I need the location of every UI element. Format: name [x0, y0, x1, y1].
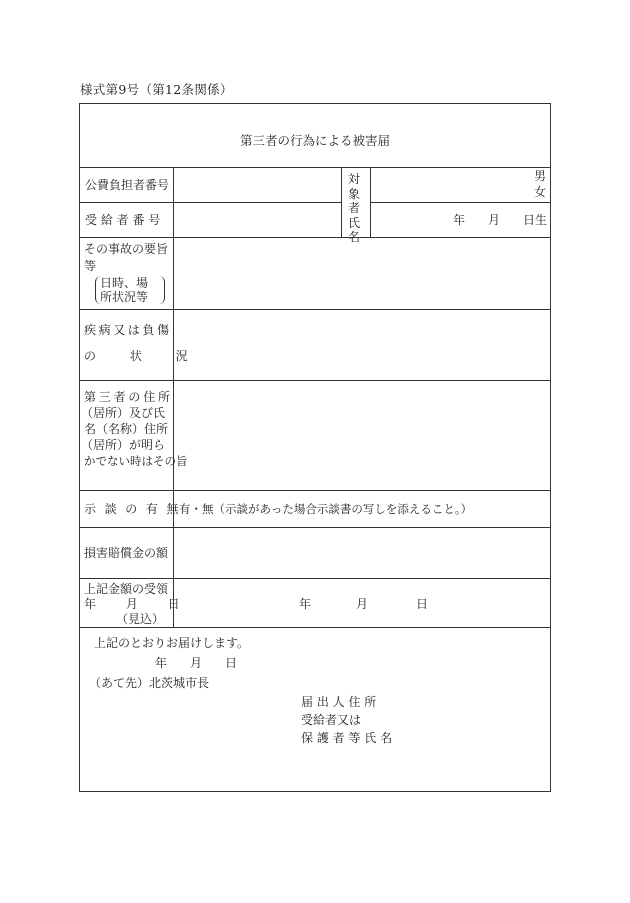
recipient-number-field[interactable] — [177, 203, 339, 236]
rule-subject-right — [370, 167, 371, 237]
rule-receipt-bottom — [80, 627, 550, 628]
receipt-label-line3: （見込） — [116, 612, 165, 626]
damage-report-form — [79, 103, 551, 792]
receipt-year-label: 年 — [299, 597, 312, 611]
recipient-number-label: 受 給 者 番 号 — [85, 213, 161, 227]
rule-damages-bottom — [80, 578, 550, 579]
receipt-label-line1: 上記金額の受領 — [84, 582, 169, 596]
sex-male[interactable]: 男 — [534, 169, 547, 183]
receipt-month-label: 月 — [356, 597, 369, 611]
third-party-field[interactable] — [175, 381, 548, 489]
damages-label: 損害賠償金の額 — [84, 546, 169, 560]
settlement-value[interactable]: 有・無（示談があった場合示談書の写しを添えること。） — [179, 502, 473, 516]
rule-sex-bottom — [370, 202, 550, 203]
rule-label-column — [173, 167, 174, 627]
subject-name-label: 対象者氏名 — [347, 172, 360, 245]
applicant-name-label: 保 護 者 等 氏 名 — [301, 731, 393, 745]
third-party-label-line5: かでない時はその旨 — [84, 454, 188, 468]
applicant-address-label: 届 出 人 住 所 — [301, 695, 377, 709]
applicant-role-label: 受給者又は — [301, 713, 362, 727]
subject-name-field[interactable] — [372, 168, 522, 201]
accident-summary-note-line1: 日時、場 — [100, 276, 149, 290]
birth-year-label: 年 — [453, 213, 466, 227]
birth-month-label: 月 — [488, 213, 501, 227]
accident-summary-note-line2: 所状況等 — [100, 290, 149, 304]
third-party-label-line4: （居所）が明ら — [81, 438, 166, 452]
rule-subject-left — [341, 167, 342, 237]
illness-status-field[interactable] — [175, 310, 548, 379]
declaration-year-label: 年 — [155, 656, 168, 670]
accident-summary-note — [95, 276, 165, 304]
birth-day-label: 日生 — [523, 213, 548, 227]
public-payer-number-field[interactable] — [177, 168, 339, 201]
illness-label-line1 — [84, 322, 172, 338]
accident-summary-label: その事故の要旨等 — [84, 242, 169, 273]
accident-summary-field[interactable] — [175, 238, 548, 308]
receipt-label-line2: 年 月 日 — [84, 597, 180, 611]
illness-label-line2: の 状 況 — [84, 349, 203, 363]
addressee: （あて先）北茨城市長 — [89, 676, 210, 690]
declaration-month-label: 月 — [190, 656, 203, 670]
form-number-caption: 様式第9号（第12条関係） — [80, 82, 233, 97]
third-party-label-line1: 第三者の住所 — [84, 390, 173, 404]
declaration-text: 上記のとおりお届けします。 — [94, 636, 250, 650]
third-party-label-line3: 名（名称）住所 — [84, 422, 169, 436]
rule-thirdparty-bottom — [80, 490, 550, 491]
settlement-label: 示 談 の 有 無 — [84, 502, 181, 516]
form-title: 第三者の行為による被害届 — [239, 133, 390, 148]
third-party-label-line2: （居所）及び氏 — [81, 406, 166, 420]
public-payer-number-label: 公費負担者番号 — [85, 178, 170, 192]
declaration-day-label: 日 — [225, 656, 238, 670]
receipt-day-label: 日 — [416, 597, 429, 611]
damages-amount-field[interactable] — [175, 528, 548, 577]
illness-label-text1: 疾病又は負傷 — [84, 323, 172, 337]
sex-female[interactable]: 女 — [534, 185, 547, 199]
